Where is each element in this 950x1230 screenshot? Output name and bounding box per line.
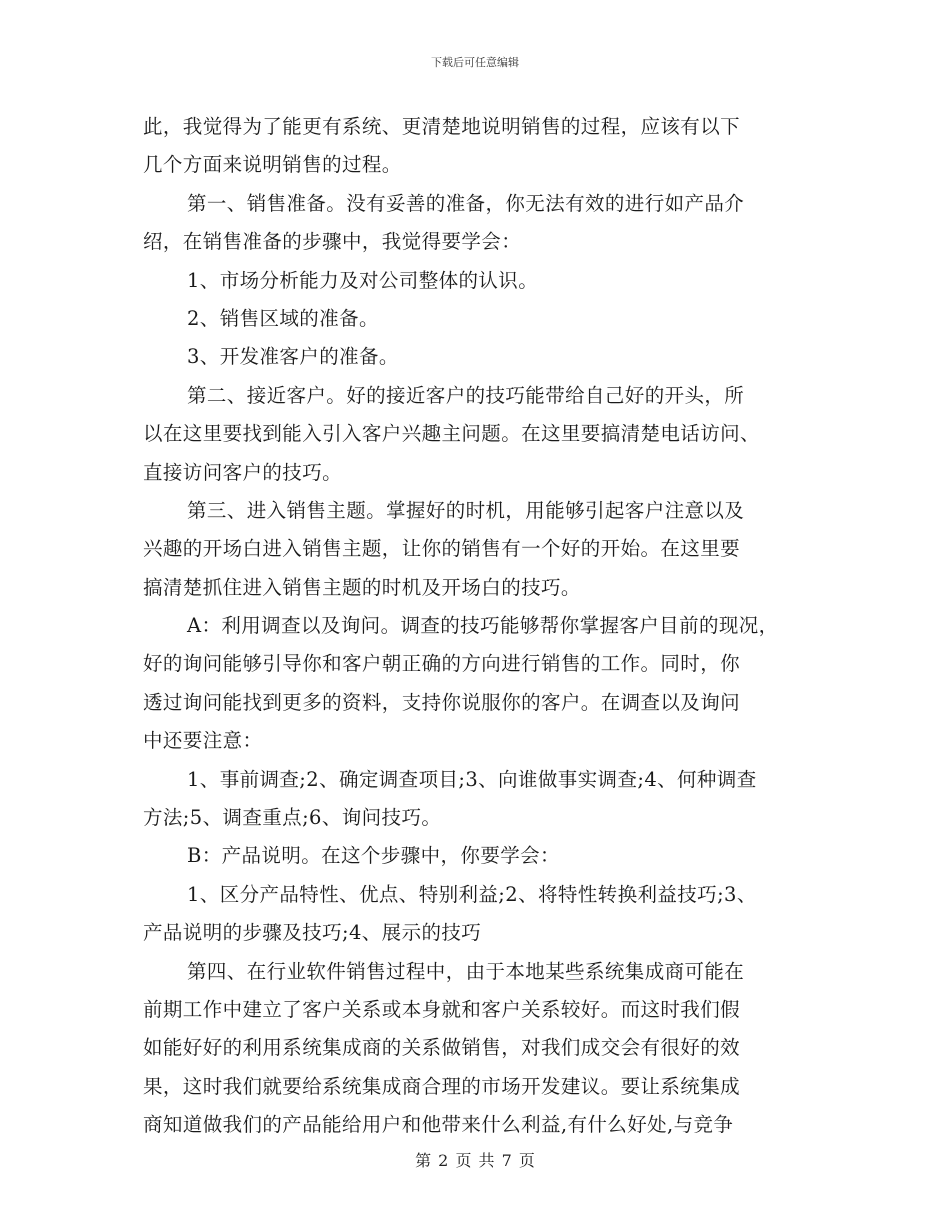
page-number: 第 2 页 共 7 页 [415,1151,535,1170]
body-line: 第三、进入销售主题。掌握好的时机，用能够引起客户注意以及 [187,498,745,522]
body-line: 如能好好的利用系统集成商的关系做销售，对我们成交会有很好的效 [143,1036,741,1060]
body-line: 1、市场分析能力及对公司整体的认识。 [187,268,539,292]
body-line: 中还要注意： [143,729,263,753]
body-line: 商知道做我们的产品能给用户和他带来什么利益,有什么好处,与竞争 [143,1113,734,1137]
body-line: 以在这里要找到能入引入客户兴趣主问题。在这里要搞清楚电话访问、 [143,422,760,446]
body-line: 第二、接近客户。好的接近客户的技巧能带给自己好的开头，所 [187,383,745,407]
body-line: 2、销售区域的准备。 [187,306,379,330]
body-line: 方法;5、调查重点;6、询问技巧。 [143,806,442,830]
page-header-note: 下载后可任意编辑 [431,56,519,69]
body-line: 好的询问能够引导你和客户朝正确的方向进行销售的工作。同时，你 [143,652,741,676]
body-line: 前期工作中建立了客户关系或本身就和客户关系较好。而这时我们假 [143,997,741,1021]
body-line: 几个方面来说明销售的过程。 [143,153,402,177]
body-line: 产品说明的步骤及技巧;4、展示的技巧 [143,921,482,945]
body-line: 直接访问客户的技巧。 [143,460,343,484]
body-line: B：产品说明。在这个步骤中，你要学会： [187,844,560,868]
body-line: 1、事前调查;2、确定调查项目;3、向谁做事实调查;4、何种调查 [187,767,757,791]
body-line: 绍，在销售准备的步骤中，我觉得要学会： [143,230,522,254]
body-line: 搞清楚抓住进入销售主题的时机及开场白的技巧。 [143,575,581,599]
body-line: 兴趣的开场白进入销售主题，让你的销售有一个好的开始。在这里要 [143,537,741,561]
body-line: 此，我觉得为了能更有系统、更清楚地说明销售的过程，应该有以下 [143,115,741,138]
document-body [143,108,813,1145]
body-line: 第一、销售准备。没有妥善的准备，你无法有效的进行如产品介 [187,191,745,215]
body-line: A：利用调查以及询问。调查的技巧能够帮你掌握客户目前的现况， [187,614,779,638]
body-line: 3、开发准客户的准备。 [187,345,399,369]
body-line: 第四、在行业软件销售过程中，由于本地某些系统集成商可能在 [187,959,745,983]
body-line: 1、区分产品特性、优点、特别利益;2、将特性转换利益技巧;3、 [187,882,757,906]
body-line: 果，这时我们就要给系统集成商合理的市场开发建议。要让系统集成 [143,1074,741,1098]
body-line: 透过询问能找到更多的资料，支持你说服你的客户。在调查以及询问 [143,690,741,714]
